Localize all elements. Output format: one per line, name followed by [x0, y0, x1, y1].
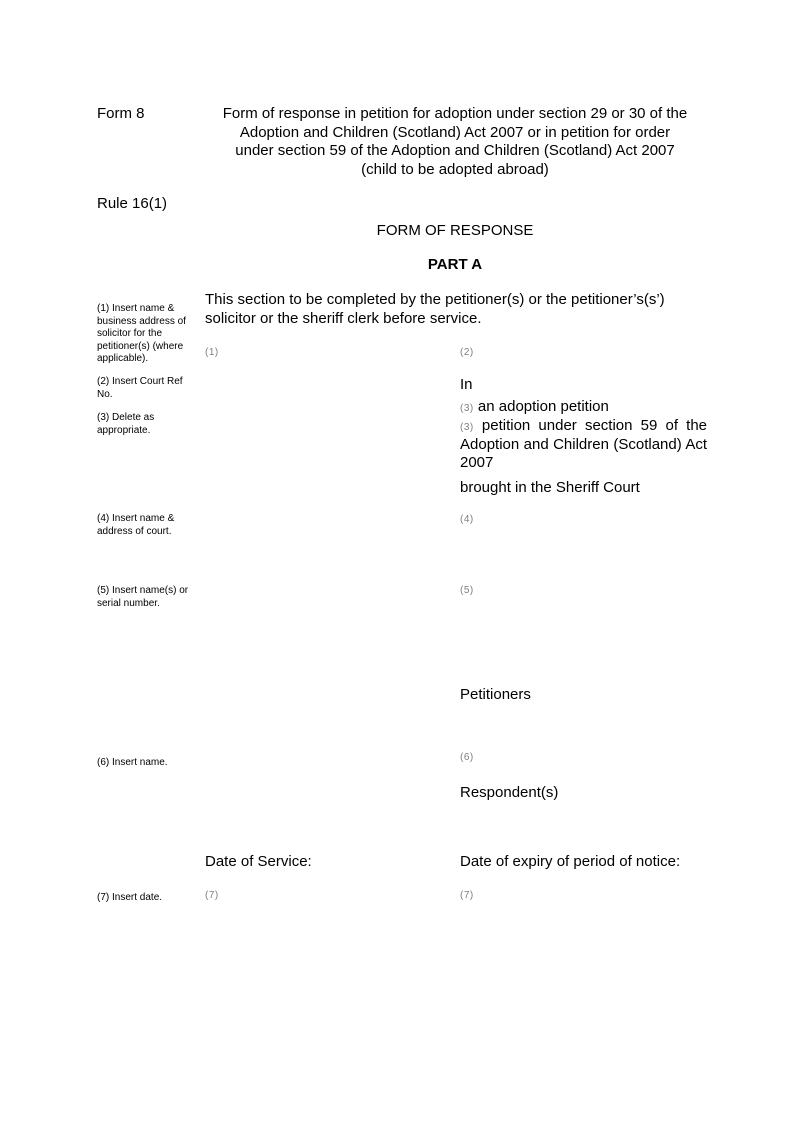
ref-marker-7b: (7) [460, 890, 474, 901]
ref-marker-6: (6) [460, 752, 474, 763]
margin-note-4: (4) Insert name & address of court. [97, 513, 175, 537]
ref-marker-3a: (3) [460, 403, 474, 414]
ref-marker-4: (4) [460, 514, 474, 525]
in-label: In [460, 376, 473, 393]
margin-note-5: (5) Insert name(s) or serial number. [97, 585, 189, 609]
margin-note-7: (7) Insert date. [97, 892, 163, 903]
ref-marker-2: (2) [460, 347, 474, 358]
part-a-heading: PART A [427, 256, 483, 273]
respondents-label: Respondent(s) [460, 784, 559, 801]
petitioners-label: Petitioners [460, 686, 531, 703]
ref-marker-7a: (7) [205, 890, 219, 901]
date-expiry-label: Date of expiry of period of notice: [460, 853, 681, 870]
ref-marker-3b: (3) [460, 422, 474, 433]
ref-marker-5: (5) [460, 585, 474, 596]
margin-note-2: (2) Insert Court Ref No. [97, 376, 183, 400]
form-title-line-4: (child to be adopted abroad) [361, 160, 549, 178]
option-adoption-text: an adoption petition [477, 398, 609, 415]
form-title-line-2: Adoption and Children (Scotland) Act 2007 or in petition for order [239, 123, 671, 141]
form-number: Form 8 [97, 105, 145, 122]
margin-note-1: (1) Insert name & business address of solicitor for the petitioner(s) (where applicable). [97, 303, 186, 364]
option-adoption-petition [460, 398, 609, 417]
form-title [205, 105, 705, 179]
rule-reference: Rule 16(1) [97, 195, 168, 212]
form-of-response-heading: FORM OF RESPONSE [376, 222, 534, 239]
margin-note-3: (3) Delete as appropriate. [97, 412, 155, 436]
option-section59-petition [460, 417, 707, 473]
date-of-service-label: Date of Service: [205, 853, 312, 870]
form-title-line-3: under section 59 of the Adoption and Children (Scotland) Act 2007 [235, 142, 675, 159]
form-title-line-1: Form of response in petition for adoption under section 29 or 30 of the [222, 105, 688, 122]
ref-marker-1: (1) [205, 347, 219, 358]
option-section59-text: petition under section 59 of the Adoption and Children (Scotland) Act 2007 [460, 417, 707, 471]
margin-note-6: (6) Insert name. [97, 757, 168, 768]
intro-paragraph: This section to be completed by the petitioner(s) or the petitioner’s(s’) solicitor or the sheriff clerk before service. [205, 291, 665, 327]
brought-in-sheriff-court-label: brought in the Sheriff Court [460, 479, 640, 496]
